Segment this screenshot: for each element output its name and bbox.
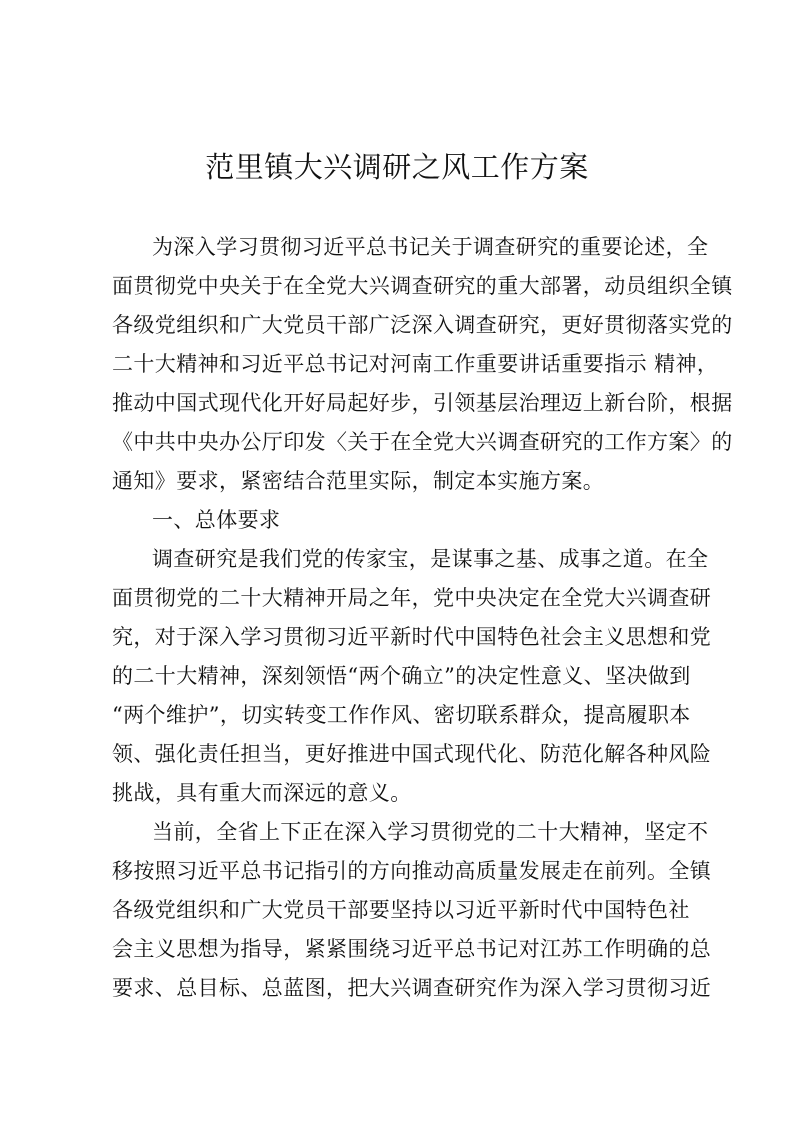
paragraph-2-line-5: “两个维护”，切实转变工作作风、密切联系群众，提高履职本 [112,703,691,727]
paragraph-1-line-4: 二十大精神和习近平总书记对河南工作重要讲话重要指示 精神， [112,352,719,376]
section-heading: 一、总体要求 [152,508,281,532]
paragraph-2-line-1: 调查研究是我们党的传家宝，是谋事之基、成事之道。在全 [152,547,709,571]
paragraph-1-line-2: 面贯彻党中央关于在全党大兴调查研究的重大部署，动员组织全镇 [112,274,733,298]
paragraph-2-line-2: 面贯彻党的二十大精神开局之年，党中央决定在全党大兴调查研 [112,586,712,610]
document-title: 范里镇大兴调研之风工作方案 [205,150,589,184]
paragraph-2-line-6: 领、强化责任担当，更好推进中国式现代化、防范化解各种风险 [112,742,712,766]
paragraph-1-line-3: 各级党组织和广大党员干部广泛深入调查研究，更好贯彻落实党的 [112,313,733,337]
paragraph-3-line-4: 会主义思想为指导，紧紧围绕习近平总书记对江苏工作明确的总 [112,937,712,961]
paragraph-1-line-1: 为深入学习贯彻习近平总书记关于调查研究的重要论述，全 [152,235,709,259]
paragraph-2-line-7: 挑战，具有重大而深远的意义。 [112,781,412,805]
paragraph-3-line-2: 移按照习近平总书记指引的方向推动高质量发展走在前列。全镇 [112,859,712,883]
paragraph-2-line-3: 究，对于深入学习贯彻习近平新时代中国特色社会主义思想和党 [112,625,712,649]
paragraph-2-line-4: 的二十大精神，深刻领悟“两个确立”的决定性意义、坚决做到 [112,664,691,688]
paragraph-1-line-7: 通知》要求，紧密结合范里实际，制定本实施方案。 [112,469,605,493]
paragraph-3-line-1: 当前，全省上下正在深入学习贯彻党的二十大精神，坚定不 [152,820,709,844]
paragraph-3-line-5: 要求、总目标、总蓝图，把大兴调查研究作为深入学习贯彻习近 [112,976,712,1000]
paragraph-3-line-3: 各级党组织和广大党员干部要坚持以习近平新时代中国特色社 [112,898,690,922]
paragraph-1-line-6: 《中共中央办公厅印发〈关于在全党大兴调查研究的工作方案〉的 [112,430,733,454]
paragraph-1-line-5: 推动中国式现代化开好局起好步，引领基层治理迈上新台阶，根据 [112,391,733,415]
